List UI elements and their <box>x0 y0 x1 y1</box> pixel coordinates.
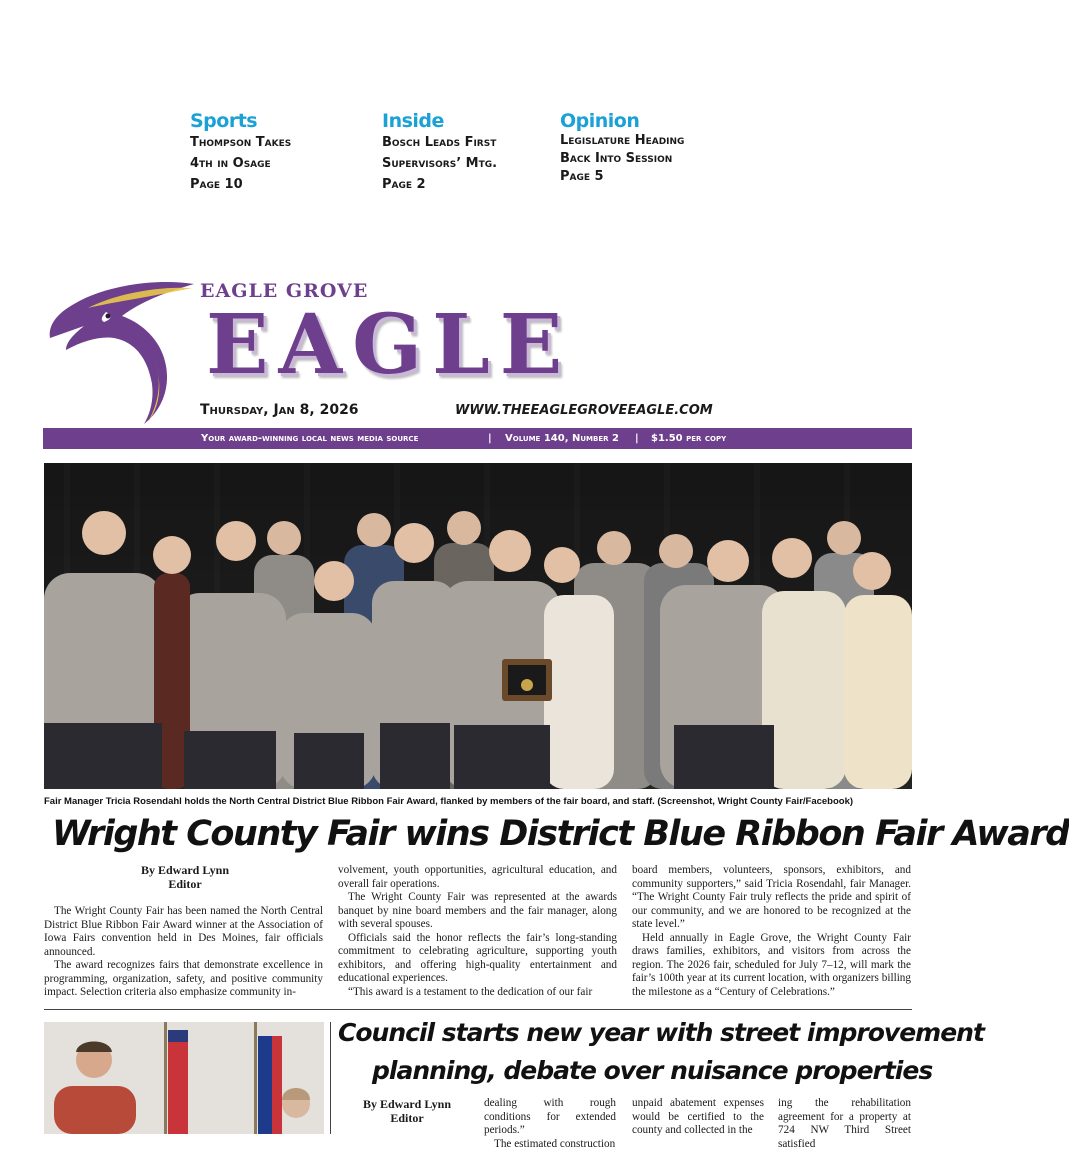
story2-column-1 <box>484 1097 616 1151</box>
paragraph: board members, volunteers, sponsors, exhibitors, and community supporters,” said Tricia Rosendahl, fair Manager. “The Wright County Fair truly reflects the pride and spirit of our community, and we are honored to be recognized at the state level.” <box>632 864 911 932</box>
story2-column-3 <box>778 1097 911 1151</box>
eagle-head-logo-icon <box>44 276 204 426</box>
second-headline-line-1[interactable]: Council starts new year with street improvement <box>338 1018 984 1047</box>
teaser-label: Opinion <box>560 110 750 132</box>
council-photo-illustration <box>44 1022 324 1134</box>
paragraph: “This award is a testament to the dedication of our fair <box>338 986 617 1000</box>
lead-headline[interactable]: Wright County Fair wins District Blue Ribbon Fair Award <box>52 814 1069 854</box>
website-link[interactable]: WWW.THEEAGLEGROVEEAGLE.COM <box>455 403 713 418</box>
masthead-title: EAGLE <box>206 300 572 390</box>
masthead-info-bar <box>43 428 912 449</box>
price: $1.50 per copy <box>651 428 726 449</box>
section-divider <box>44 1009 912 1010</box>
paragraph: volvement, youth opportunities, agricultural education, and overall fair operations. <box>338 864 617 891</box>
paragraph: unpaid abatement expenses would be certified to the county and collected in the <box>632 1097 764 1138</box>
group-photo-illustration <box>44 463 912 789</box>
story1-column-1 <box>44 905 323 1000</box>
story1-column-2 <box>338 864 617 999</box>
byline-name: By Edward Lynn <box>352 1097 462 1111</box>
teaser-inside[interactable] <box>382 110 552 195</box>
paragraph: Held annually in Eagle Grove, the Wright County Fair draws families, exhibitors, and visitors from across the region. The 2026 fair, scheduled for July 7–12, will mark the fair’s 100th year at its current location, with organizers billing the milestone as a “Century of Celebrations.” <box>632 932 911 1000</box>
teaser-label: Inside <box>382 110 552 132</box>
teaser-page: Page 5 <box>560 168 750 186</box>
paragraph: ing the rehabilitation agreement for a property at 724 NW Third Street satisfied <box>778 1097 911 1151</box>
byline-title: Editor <box>352 1111 462 1125</box>
teaser-line: Legislature Heading <box>560 132 750 150</box>
teaser-label: Sports <box>190 110 360 132</box>
byline <box>352 1097 462 1125</box>
teaser-sports[interactable] <box>190 110 360 195</box>
divider: | <box>635 428 639 449</box>
column-divider <box>330 1022 331 1134</box>
issue-date: Thursday, Jan 8, 2026 <box>200 402 359 418</box>
teaser-opinion[interactable] <box>560 110 750 186</box>
paragraph: dealing with rough conditions for extended periods.” <box>484 1097 616 1138</box>
volume-number: Volume 140, Number 2 <box>505 428 619 449</box>
paragraph: The award recognizes fairs that demonstrate excellence in programming, organization, safety, and positive community impact. Selection criteria also emphasize community in- <box>44 959 323 1000</box>
teaser-line: Back Into Session <box>560 150 750 168</box>
teaser-line: Bosch Leads First <box>382 132 552 153</box>
paragraph: The estimated construction <box>484 1138 616 1151</box>
teaser-page: Page 10 <box>190 174 360 195</box>
teaser-line: Thompson Takes <box>190 132 360 153</box>
paragraph: The Wright County Fair has been named the North Central District Blue Ribbon Fair Award winner at the Association of Iowa Fairs convention held in Des Moines, fair officials announced. <box>44 905 323 959</box>
byline-title: Editor <box>130 877 240 891</box>
byline-name: By Edward Lynn <box>130 863 240 877</box>
teaser-line: 4th in Osage <box>190 153 360 174</box>
story2-column-2 <box>632 1097 764 1138</box>
byline <box>130 863 240 891</box>
masthead-subtitle: EAGLE GROVE <box>200 280 368 302</box>
paragraph: Officials said the honor reflects the fair’s long-standing commitment to celebrating agriculture, supporting youth exhibitors, and offering high-quality entertainment and educational experiences. <box>338 932 617 986</box>
paragraph: The Wright County Fair was represented at the awards banquet by nine board members and the fair manager, along with several spouses. <box>338 891 617 932</box>
tagline: Your award-winning local news media source <box>201 428 418 449</box>
photo-caption: Fair Manager Tricia Rosendahl holds the North Central District Blue Ribbon Fair Award, flanked by members of the fair board, and staff. (Screenshot, Wright County Fair/Facebook) <box>44 796 912 807</box>
council-photo <box>44 1022 324 1134</box>
story1-column-3 <box>632 864 911 999</box>
lead-photo <box>44 463 912 789</box>
teaser-line: Supervisors’ Mtg. <box>382 153 552 174</box>
teaser-page: Page 2 <box>382 174 552 195</box>
divider: | <box>488 428 492 449</box>
second-headline-line-2[interactable]: planning, debate over nuisance properties <box>372 1056 932 1085</box>
